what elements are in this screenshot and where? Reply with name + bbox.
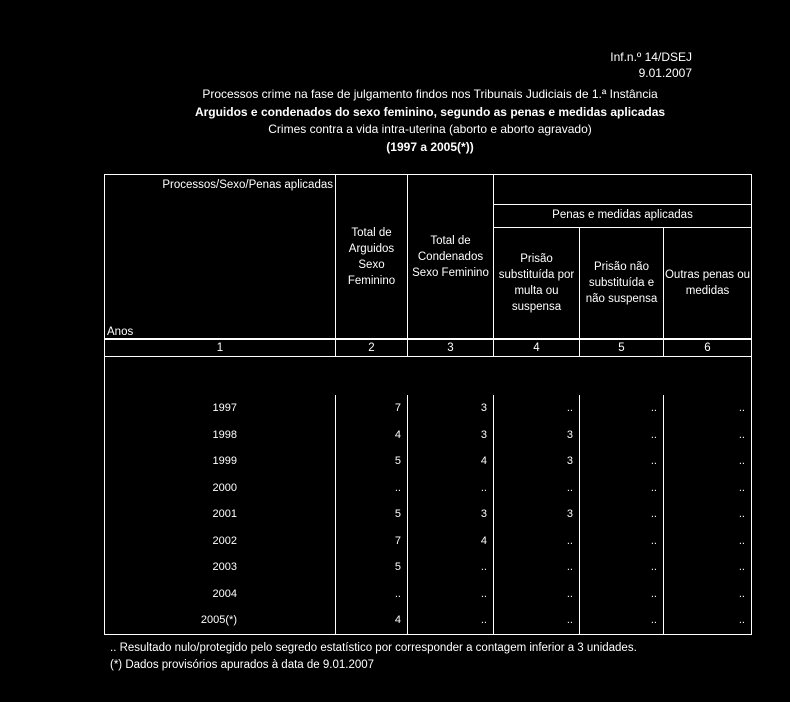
table-row [105, 501, 752, 528]
prisao-nao-cell: .. [580, 554, 664, 581]
year-cell: 1998 [105, 422, 336, 449]
col-header-condenados: Total de Condenados Sexo Feminino [408, 175, 494, 340]
footnote-null-result: .. Resultado nulo/protegido pelo segredo estatístico por corresponder a contagem inferior a 3 unidades. [110, 642, 637, 654]
title-line-3: Crimes contra a vida intra-uterina (aborto e aborto agravado) [268, 122, 592, 136]
table-row [105, 422, 752, 449]
title-line-1: Processos crime na fase de julgamento findos nos Tribunais Judiciais de 1.ª Instância [202, 87, 658, 101]
condenados-cell: 3 [408, 422, 494, 449]
year-cell: 2003 [105, 554, 336, 581]
col-number: 2 [336, 339, 408, 357]
prisao-subst-cell: .. [494, 554, 580, 581]
arguidos-cell: 5 [336, 501, 408, 528]
penas-group-header [494, 175, 752, 228]
outras-cell: .. [738, 561, 745, 574]
col-header-outras: Outras penas ou medidas [664, 269, 751, 297]
prisao-subst-cell: 3 [494, 501, 580, 528]
corner-header [105, 175, 336, 340]
arguidos-cell: .. [336, 475, 408, 502]
table-body [105, 395, 752, 634]
outras-cell: .. [738, 534, 745, 547]
reference-number: Inf.n.º 14/DSEJ [610, 50, 692, 64]
arguidos-cell: 4 [336, 607, 408, 634]
arguidos-cell: 4 [336, 422, 408, 449]
outras-cell: .. [738, 402, 745, 415]
condenados-cell: .. [408, 475, 494, 502]
arguidos-cell: 5 [336, 448, 408, 475]
prisao-nao-cell: .. [580, 581, 664, 608]
col-header-prisao-subst: Prisão substituída por multa ou suspensa [494, 228, 580, 340]
prisao-subst-cell: .. [494, 581, 580, 608]
col-number: 3 [408, 339, 494, 357]
condenados-cell: .. [408, 581, 494, 608]
col-number: 4 [494, 339, 580, 357]
prisao-nao-cell: .. [580, 422, 664, 449]
prisao-nao-cell: .. [580, 607, 664, 634]
prisao-subst-cell: .. [494, 475, 580, 502]
outras-cell: .. [738, 587, 745, 600]
penas-group-label: Penas e medidas aplicadas [494, 204, 751, 227]
outras-cell: .. [738, 508, 745, 521]
outras-cell: .. [738, 428, 745, 441]
table-row [105, 607, 752, 634]
prisao-nao-cell: .. [580, 475, 664, 502]
data-table [104, 174, 752, 635]
header-row-1 [105, 175, 752, 228]
table-row [105, 528, 752, 555]
table-row [105, 554, 752, 581]
year-cell: 1997 [105, 395, 336, 422]
col-header-arguidos: Total de Arguidos Sexo Feminino [336, 175, 408, 340]
col-number: 5 [580, 339, 664, 357]
outras-cell: .. [738, 455, 745, 468]
table-row [105, 475, 752, 502]
year-cell: 1999 [105, 448, 336, 475]
document-titles [0, 86, 790, 156]
footnotes [110, 640, 637, 674]
year-cell: 2004 [105, 581, 336, 608]
year-cell: 2005(*) [105, 607, 336, 634]
footnote-provisional: (*) Dados provisórios apurados à data de 9.01.2007 [110, 659, 375, 671]
condenados-cell: 4 [408, 448, 494, 475]
condenados-cell: .. [408, 607, 494, 634]
arguidos-cell: .. [336, 581, 408, 608]
table-row [105, 448, 752, 475]
arguidos-cell: 7 [336, 528, 408, 555]
prisao-nao-cell: .. [580, 501, 664, 528]
title-line-4: (1997 a 2005(*)) [386, 139, 474, 154]
condenados-cell: 3 [408, 501, 494, 528]
table-row [105, 395, 752, 422]
prisao-subst-cell: 3 [494, 448, 580, 475]
prisao-subst-cell: 3 [494, 422, 580, 449]
col-header-prisao-nao: Prisão não substituída e não suspensa [580, 228, 664, 340]
column-number-row [105, 339, 752, 357]
year-cell: 2002 [105, 528, 336, 555]
title-line-2: Arguidos e condenados do sexo feminino, segundo as penas e medidas aplicadas [194, 104, 666, 119]
col-number: 6 [664, 339, 752, 357]
outras-cell: .. [738, 614, 745, 627]
arguidos-cell: 7 [336, 395, 408, 422]
corner-header-top: Processos/Sexo/Penas aplicadas [162, 179, 333, 191]
prisao-subst-cell: .. [494, 395, 580, 422]
condenados-cell: 3 [408, 395, 494, 422]
year-cell: 2000 [105, 475, 336, 502]
table-row [105, 581, 752, 608]
prisao-nao-cell: .. [580, 395, 664, 422]
prisao-subst-cell: .. [494, 607, 580, 634]
condenados-cell: .. [408, 554, 494, 581]
prisao-nao-cell: .. [580, 448, 664, 475]
spacer-row [105, 357, 752, 396]
arguidos-cell: 5 [336, 554, 408, 581]
reference-date: 9.01.2007 [638, 66, 692, 80]
prisao-nao-cell: .. [580, 528, 664, 555]
corner-header-years: Anos [107, 326, 134, 338]
condenados-cell: 4 [408, 528, 494, 555]
outras-cell: .. [738, 481, 745, 494]
year-cell: 2001 [105, 501, 336, 528]
col-number: 1 [105, 339, 336, 357]
prisao-subst-cell: .. [494, 528, 580, 555]
